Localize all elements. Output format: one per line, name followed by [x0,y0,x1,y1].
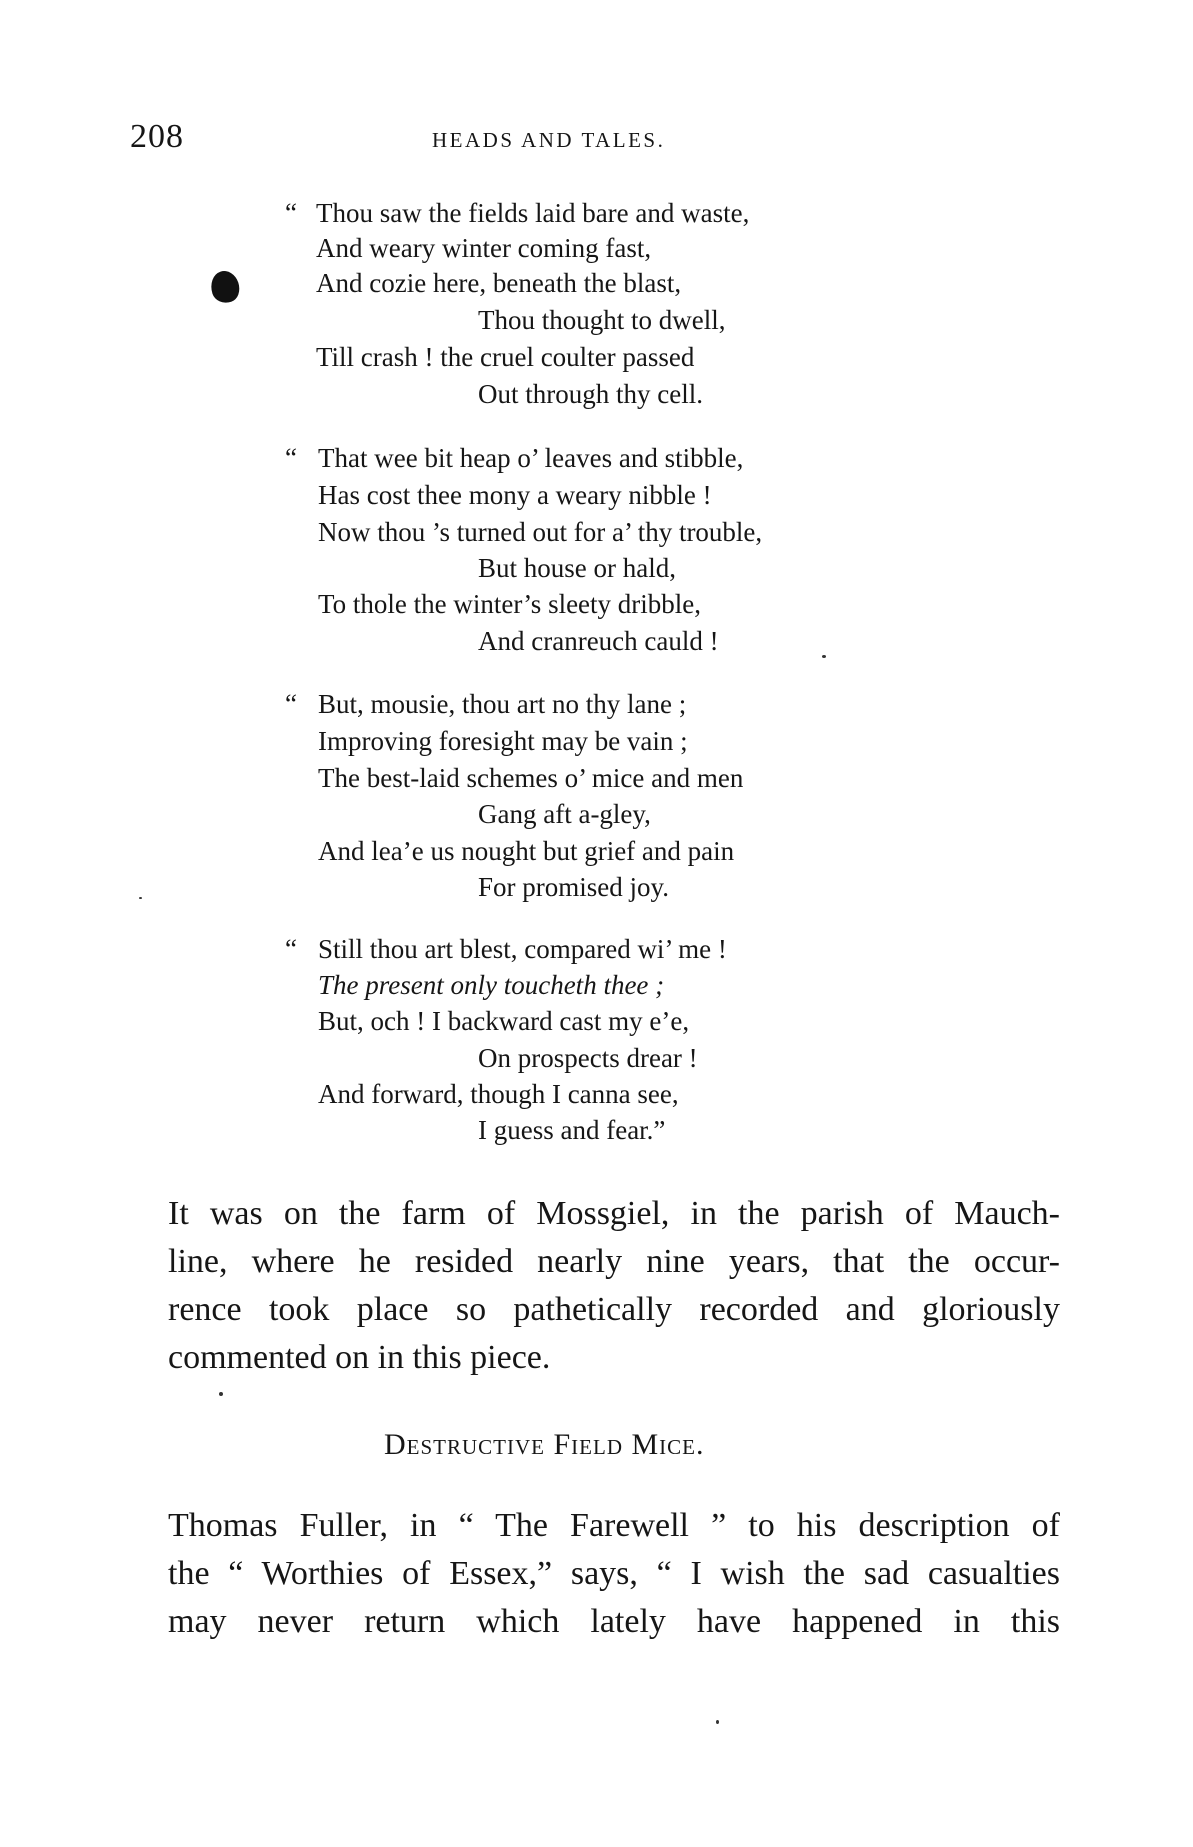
poem-line: Improving foresight may be vain ; [318,726,688,756]
poem-line: Has cost thee mony a weary nibble ! [318,480,712,510]
open-quote: “ [285,198,297,228]
poem-line: For promised joy. [478,872,669,902]
paragraph-line: Thomas Fuller, in “ The Farewell ” to his description of [168,1507,1060,1544]
poem-line: Now thou ’s turned out for a’ thy trouble, [318,517,763,547]
poem-line: And cozie here, beneath the blast, [316,268,682,298]
poem-line: On prospects drear ! [478,1043,698,1073]
page-number: 208 [130,118,184,155]
body-paragraph-1 [168,1190,1060,1382]
print-speck [139,897,142,899]
poem-line: Gang aft a-gley, [478,799,651,829]
paragraph-line: It was on the farm of Mossgiel, in the parish of Mauch- [168,1195,1060,1232]
open-quote: “ [285,934,297,964]
body-paragraph-2 [168,1502,1060,1646]
poem-line: But house or hald, [478,553,676,583]
poem-line: Till crash ! the cruel coulter passed [316,342,695,372]
open-quote: “ [285,443,297,473]
print-speck [219,1392,223,1396]
poem-line: But, och ! I backward cast my e’e, [318,1006,690,1036]
poem-line: Thou thought to dwell, [478,305,726,335]
print-speck [716,1720,719,1724]
poem-line: The best-laid schemes o’ mice and men [318,763,744,793]
poem-line: And lea’e us nought but grief and pain [318,836,735,866]
section-heading: Destructive Field Mice. [384,1428,705,1461]
open-quote: “ [285,689,297,719]
paragraph-line: commented on in this piece. [168,1339,551,1376]
poem-line: That wee bit heap o’ leaves and stibble, [318,443,744,473]
poem-line: I guess and fear.” [478,1115,666,1145]
poem-line italic: The present only toucheth thee ; [318,970,665,1000]
ink-blot-icon [207,267,244,306]
poem-line: Out through thy cell. [478,379,703,409]
poem-line: Thou saw the fields laid bare and waste, [316,198,750,228]
poem-line: And weary winter coming fast, [316,233,652,263]
running-head: HEADS AND TALES. [432,128,666,152]
poem-line: Still thou art blest, compared wi’ me ! [318,934,727,964]
paragraph-line: line, where he resided nearly nine years, that the occur- [168,1243,1060,1280]
poem-line: But, mousie, thou art no thy lane ; [318,689,687,719]
poem-line: And forward, though I canna see, [318,1079,679,1109]
poem-line: To thole the winter’s sleety dribble, [318,589,702,619]
poem-line: And cranreuch cauld ! [478,626,719,656]
paragraph-line: the “ Worthies of Essex,” says, “ I wish the sad casualties [168,1555,1060,1592]
print-speck [822,655,826,658]
paragraph-line: rence took place so pathetically recorded and gloriously [168,1291,1060,1328]
paragraph-line: may never return which lately have happened in this [168,1603,1060,1640]
